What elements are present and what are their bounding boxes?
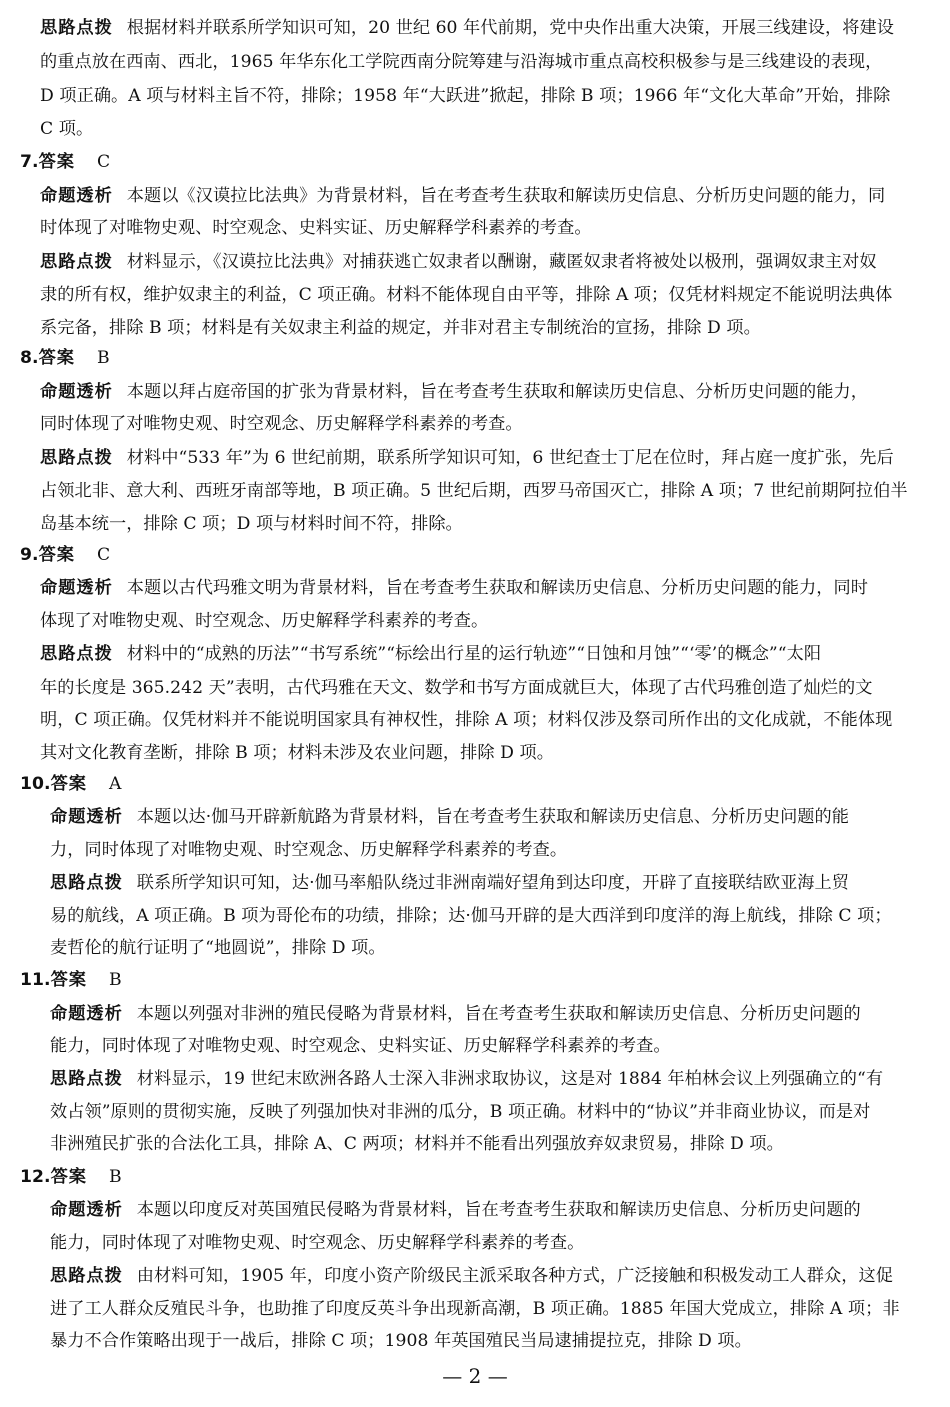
question-number: 7. <box>20 152 39 172</box>
section-label: 思路点拨 <box>50 1266 123 1286</box>
paragraph-line: 同时体现了对唯物史观、时空观念、历史解释学科素养的考查。 <box>40 414 523 434</box>
section-label: 命题透析 <box>50 1200 123 1220</box>
paragraph-line: 命题透析 本题以列强对非洲的殖民侵略为背景材料，旨在考查考生获取和解读历史信息、分析历史问题的 <box>50 1004 861 1024</box>
paragraph-line: 力，同时体现了对唯物史观、时空观念、历史解释学科素养的考查。 <box>50 840 568 860</box>
paragraph-line: 麦哲伦的航行证明了“地圆说”，排除 D 项。 <box>50 938 386 958</box>
answer-line-q7 <box>20 150 110 174</box>
paragraph-line: 思路点拨 材料显示，《汉谟拉比法典》对捕获逃亡奴隶者以酬谢，藏匿奴隶者将被处以极刑，强调奴隶主对奴 <box>40 252 877 272</box>
paragraph-line: 思路点拨 材料中“533 年”为 6 世纪前期，联系所学知识可知，6 世纪查士丁尼在位时，拜占庭一度扩张，先后 <box>40 448 894 468</box>
paragraph-line: 暴力不合作策略出现于一战后，排除 C 项；1908 年英国殖民当局逮捕提拉克，排除 D 项。 <box>50 1331 752 1351</box>
paragraph-line: 思路点拨 材料中的“成熟的历法”“书写系统”“标绘出行星的运行轨迹”“日蚀和月蚀”“‘零’的概念”“太阳 <box>40 644 822 664</box>
answer-line-q12 <box>20 1165 122 1189</box>
section-label: 命题透析 <box>40 186 113 206</box>
answer-label: 答案 <box>50 970 87 990</box>
paragraph-line: 思路点拨 由材料可知，1905 年，印度小资产阶级民主派采取各种方式，广泛接触和积极发动工人群众，这促 <box>50 1266 893 1286</box>
paragraph-line: 进了工人群众反殖民斗争，也助推了印度反英斗争出现新高潮，B 项正确。1885 年国大党成立，排除 A 项；非 <box>50 1299 900 1319</box>
paragraph-line: 的重点放在西南、西北，1965 年华东化工学院西南分院筹建与沿海城市重点高校积极参与是三线建设的表现， <box>40 52 883 72</box>
paragraph-line: 命题透析 本题以《汉谟拉比法典》为背景材料，旨在考查考生获取和解读历史信息、分析历史问题的能力，同 <box>40 186 886 206</box>
paragraph-line: 占领北非、意大利、西班牙南部等地，B 项正确。5 世纪后期，西罗马帝国灭亡，排除 A 项；7 世纪前期阿拉伯半 <box>40 481 908 501</box>
question-number: 11. <box>20 970 51 990</box>
paragraph-line: 非洲殖民扩张的合法化工具，排除 A、C 两项；材料并不能看出列强放弃奴隶贸易，排除 D 项。 <box>50 1134 784 1154</box>
answer-label: 答案 <box>38 545 75 565</box>
answer-line-q10 <box>20 772 121 796</box>
paragraph-line: 能力，同时体现了对唯物史观、时空观念、历史解释学科素养的考查。 <box>50 1233 585 1253</box>
paragraph-line: 岛基本统一，排除 C 项；D 项与材料时间不符，排除。 <box>40 514 463 534</box>
answer-label: 答案 <box>38 348 75 368</box>
answer-label: 答案 <box>50 774 87 794</box>
section-label: 命题透析 <box>50 807 123 827</box>
paragraph-line: 效占领”原则的贯彻实施，反映了列强加快对非洲的瓜分，B 项正确。材料中的“协议”并非商业协议，而是对 <box>50 1102 871 1122</box>
paragraph-line: 时体现了对唯物史观、时空观念、史料实证、历史解释学科素养的考查。 <box>40 218 592 238</box>
question-number: 10. <box>20 774 51 794</box>
answer-value: C <box>96 152 111 172</box>
paragraph-line: 其对文化教育垄断，排除 B 项；材料未涉及农业问题，排除 D 项。 <box>40 743 554 763</box>
section-label: 命题透析 <box>40 382 113 402</box>
paragraph-line: 思路点拨 材料显示，19 世纪末欧洲各路人士深入非洲求取协议，这是对 1884 年柏林会议上列强确立的“有 <box>50 1069 884 1089</box>
section-label: 命题透析 <box>40 578 113 598</box>
answer-label: 答案 <box>38 152 75 172</box>
question-number: 8. <box>20 348 39 368</box>
paragraph-line: 年的长度是 365.242 天”表明，古代玛雅在天文、数学和书写方面成就巨大，体现了古代玛雅创造了灿烂的文 <box>40 678 873 698</box>
section-label: 思路点拨 <box>40 18 113 38</box>
paragraph-line: 命题透析 本题以达·伽马开辟新航路为背景材料，旨在考查考生获取和解读历史信息、分析历史问题的能 <box>50 807 850 827</box>
paragraph-line: 体现了对唯物史观、时空观念、历史解释学科素养的考查。 <box>40 611 489 631</box>
paragraph-line: 命题透析 本题以古代玛雅文明为背景材料，旨在考查考生获取和解读历史信息、分析历史问题的能力，同时 <box>40 578 868 598</box>
paragraph-line: 能力，同时体现了对唯物史观、时空观念、史料实证、历史解释学科素养的考查。 <box>50 1036 671 1056</box>
paragraph-line: 命题透析 本题以拜占庭帝国的扩张为背景材料，旨在考查考生获取和解读历史信息、分析历史问题的能力， <box>40 382 868 402</box>
answer-line-q8 <box>20 346 110 370</box>
section-label: 思路点拨 <box>50 873 123 893</box>
question-number: 12. <box>20 1167 51 1187</box>
paragraph-line: C 项。 <box>40 119 94 139</box>
answer-value: B <box>96 348 110 368</box>
paragraph-line: 易的航线，A 项正确。B 项为哥伦布的功绩，排除；达·伽马开辟的是大西洋到印度洋的海上航线，排除 C 项； <box>50 906 892 926</box>
paragraph-line: 隶的所有权，维护奴隶主的利益，C 项正确。材料不能体现自由平等，排除 A 项；仅凭材料规定不能说明法典体 <box>40 285 893 305</box>
answer-line-q9 <box>20 543 110 567</box>
answer-value: C <box>96 545 111 565</box>
paragraph-line: 系完备，排除 B 项；材料是有关奴隶主利益的规定，并非对君主专制统治的宣扬，排除 D 项。 <box>40 318 761 338</box>
paragraph-line: 明，C 项正确。仅凭材料并不能说明国家具有神权性，排除 A 项；材料仅涉及祭司所作出的文化成就，不能体现 <box>40 710 893 730</box>
answer-value: A <box>109 774 122 794</box>
section-label: 思路点拨 <box>40 448 113 468</box>
section-label: 命题透析 <box>50 1004 123 1024</box>
paragraph-line: 命题透析 本题以印度反对英国殖民侵略为背景材料，旨在考查考生获取和解读历史信息、分析历史问题的 <box>50 1200 861 1220</box>
question-number: 9. <box>20 545 39 565</box>
page-number: — 2 — <box>442 1364 508 1388</box>
paragraph-line: 思路点拨 联系所学知识可知，达·伽马率船队绕过非洲南端好望角到达印度，开辟了直接联结欧亚海上贸 <box>50 873 850 893</box>
section-label: 思路点拨 <box>50 1069 123 1089</box>
answer-line-q11 <box>20 968 122 992</box>
section-label: 思路点拨 <box>40 252 113 272</box>
paragraph-line: D 项正确。A 项与材料主旨不符，排除；1958 年“大跃进”掀起，排除 B 项；1966 年“文化大革命”开始，排除 <box>40 86 891 106</box>
answer-value: B <box>109 970 122 990</box>
section-label: 思路点拨 <box>40 644 113 664</box>
paragraph-line: 思路点拨 根据材料并联系所学知识可知，20 世纪 60 年代前期，党中央作出重大决策，开展三线建设，将建设 <box>40 18 894 38</box>
answer-label: 答案 <box>50 1167 87 1187</box>
answer-value: B <box>109 1167 122 1187</box>
